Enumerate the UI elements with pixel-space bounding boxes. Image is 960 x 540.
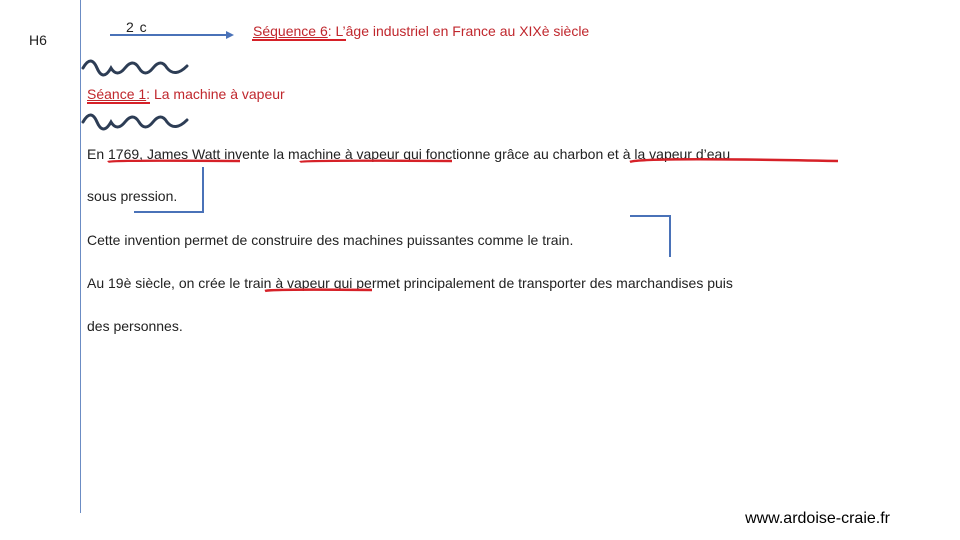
page-code: H6 (29, 32, 47, 48)
bracket-icon (134, 167, 203, 212)
watermark: www.ardoise-craie.fr (745, 510, 890, 527)
underline-train (265, 290, 372, 291)
wavy-line-icon (83, 115, 187, 129)
class-label: 2 c (126, 19, 148, 35)
underline-energy (630, 159, 838, 162)
bracket-icon (630, 216, 670, 257)
seance-name: : La machine à vapeur (146, 86, 285, 102)
paragraph-1-line-1: En 1769, James Watt invente la machine à vapeur qui fonctionne grâce au charbon et à la vapeur d’eau (87, 146, 731, 162)
sequence-number: Séquence 6 (253, 23, 328, 39)
underline-machine (300, 161, 452, 162)
paragraph-3-line-2: des personnes. (87, 318, 183, 334)
arrow-to-title-icon (110, 31, 234, 39)
underline-date (108, 161, 240, 162)
sequence-name: : L’âge industriel en France au XIXè siècle (327, 23, 590, 39)
paragraph-1-line-2: sous pression. (87, 188, 178, 204)
wavy-line-icon (83, 61, 187, 75)
seance-number: Séance 1 (87, 86, 147, 102)
paragraph-3-line-1: Au 19è siècle, on crée le train à vapeur qui permet principalement de transporter des marchandises puis (87, 275, 733, 291)
paragraph-2: Cette invention permet de construire des machines puissantes comme le train. (87, 232, 574, 248)
